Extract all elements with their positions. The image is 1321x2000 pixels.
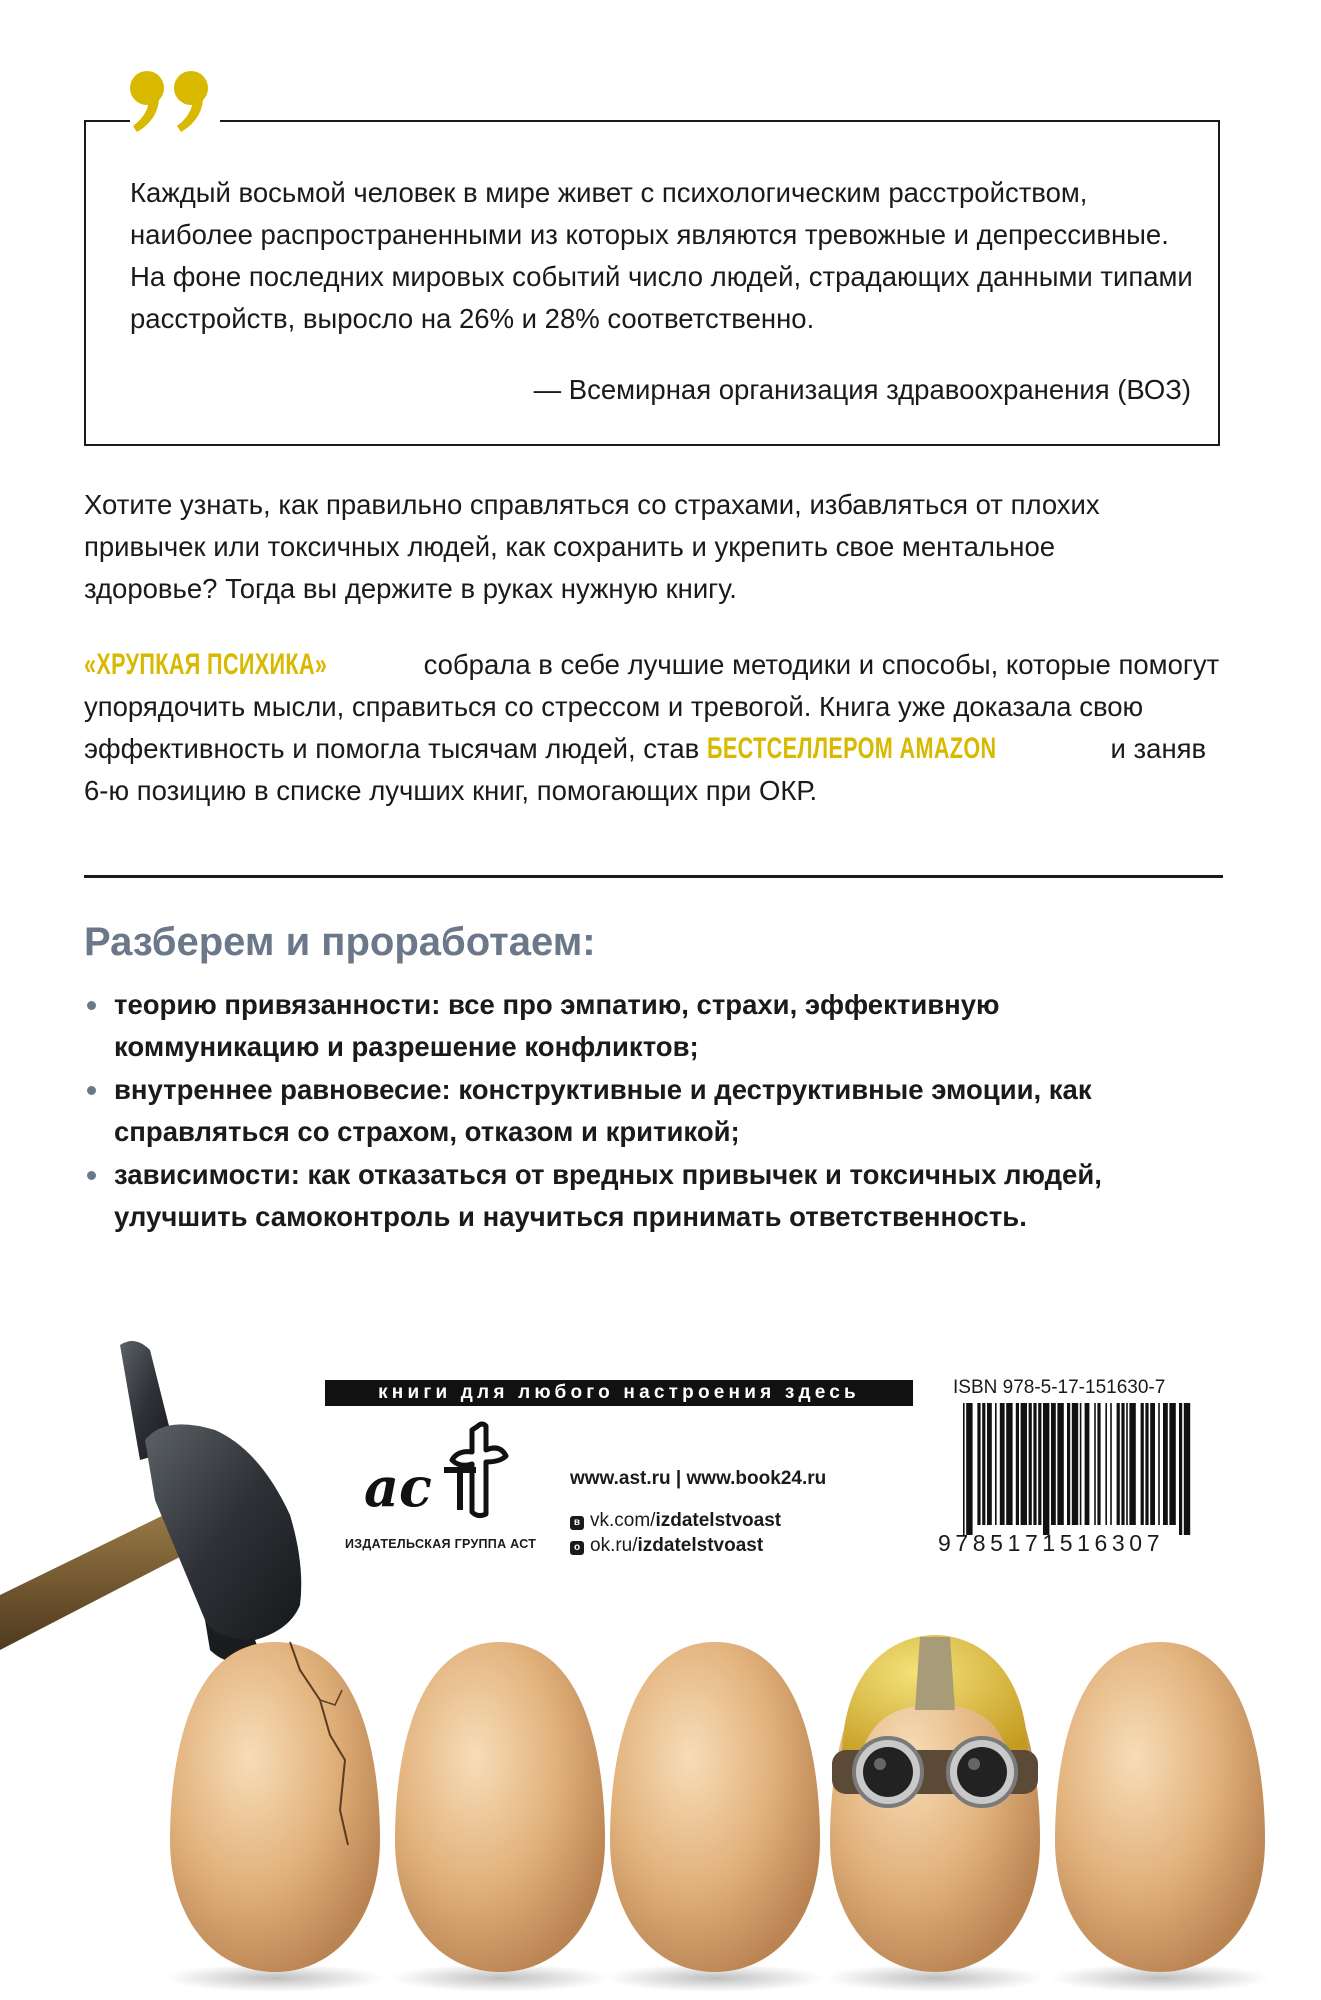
egg [1055, 1642, 1265, 1972]
list-item-line: теорию привязанности: все про эмпатию, страхи, эффективную [114, 989, 1000, 1020]
list-item-line: зависимости: как отказаться от вредных привычек и токсичных людей, [114, 1159, 1102, 1190]
vk-handle: izdatelstvoast [655, 1510, 782, 1531]
egg [610, 1642, 820, 1972]
quote-text [130, 172, 1210, 340]
list-item [84, 984, 1244, 1068]
quote-line: наиболее распространенными из которых являются тревожные и депрессивные. [130, 219, 1169, 250]
intro-line: привычек или токсичных людей, как сохранить и укрепить свое ментальное [84, 531, 1056, 562]
list-item-line: внутреннее равновесие: конструктивные и деструктивные эмоции, как [114, 1074, 1092, 1105]
egg-with-helmet [830, 1635, 1040, 1972]
book-title-highlight: «ХРУПКАЯ ПСИХИКА» [84, 648, 328, 681]
vk-prefix: vk.com/ [590, 1510, 656, 1531]
promo-text: и заняв [1102, 733, 1207, 764]
bullet-list [84, 984, 1244, 1239]
publisher-websites[interactable]: www.ast.ru | www.book24.ru [570, 1468, 827, 1489]
egg-cracked [170, 1642, 380, 1972]
promo-line: упорядочить мысли, справиться со стрессом и тревогой. Книга уже доказала свою [84, 691, 1144, 722]
quote-line: На фоне последних мировых событий число людей, страдающих данными типами [130, 261, 1193, 292]
barcode-number: 9785171516307 [938, 1530, 1165, 1556]
intro-line: здоровье? Тогда вы держите в руках нужную книгу. [84, 573, 737, 604]
intro-line: Хотите узнать, как правильно справляться со страхами, избавляться от плохих [84, 489, 1100, 520]
hammer-icon [0, 1341, 301, 1663]
list-item [84, 1154, 1244, 1238]
divider [84, 875, 1223, 878]
quote-line: Каждый восьмой человек в мире живет с психологическим расстройством, [130, 177, 1088, 208]
promo-line [84, 728, 1224, 770]
list-item [84, 1069, 1244, 1153]
bestseller-highlight: БЕСТСЕЛЛЕРОМ AMAZON [706, 732, 997, 765]
isbn-label: ISBN 978-5-17-151630-7 [953, 1377, 1166, 1398]
egg [395, 1642, 605, 1972]
list-item-line: улучшить самоконтроль и научиться принимать ответственность. [114, 1201, 1027, 1232]
list-item-line: коммуникацию и разрешение конфликтов; [114, 1031, 699, 1062]
ok-handle: izdatelstvoast [637, 1535, 764, 1556]
promo-text: собрала в себе лучшие методики и способы, которые помогут [415, 649, 1220, 680]
publisher-tagline: книги для любого настроения здесь [325, 1380, 913, 1406]
section-title: Разберем и проработаем: [84, 920, 596, 964]
ok-icon: о [570, 1541, 584, 1555]
quote-source: — Всемирная организация здравоохранения (ВОЗ) [533, 374, 1191, 405]
publisher-caption: ИЗДАТЕЛЬСКАЯ ГРУППА АСТ [345, 1537, 537, 1551]
promo-paragraph [84, 644, 1224, 812]
quote-mark-icon [125, 70, 220, 160]
quote-line: расстройств, выросло на 26% и 28% соответственно. [130, 303, 815, 334]
promo-text: эффективность и помогла тысячам людей, став [84, 733, 707, 764]
list-item-line: справляться со страхом, отказом и критикой; [114, 1116, 740, 1147]
illustration [0, 1340, 1321, 2000]
intro-paragraph [84, 484, 1224, 610]
ok-prefix: ok.ru/ [590, 1535, 638, 1556]
promo-line [84, 644, 1224, 686]
promo-line: 6-ю позицию в списке лучших книг, помогающих при ОКР. [84, 775, 818, 806]
svg-text:ac: ac [364, 1455, 432, 1519]
vk-icon: в [570, 1516, 584, 1530]
